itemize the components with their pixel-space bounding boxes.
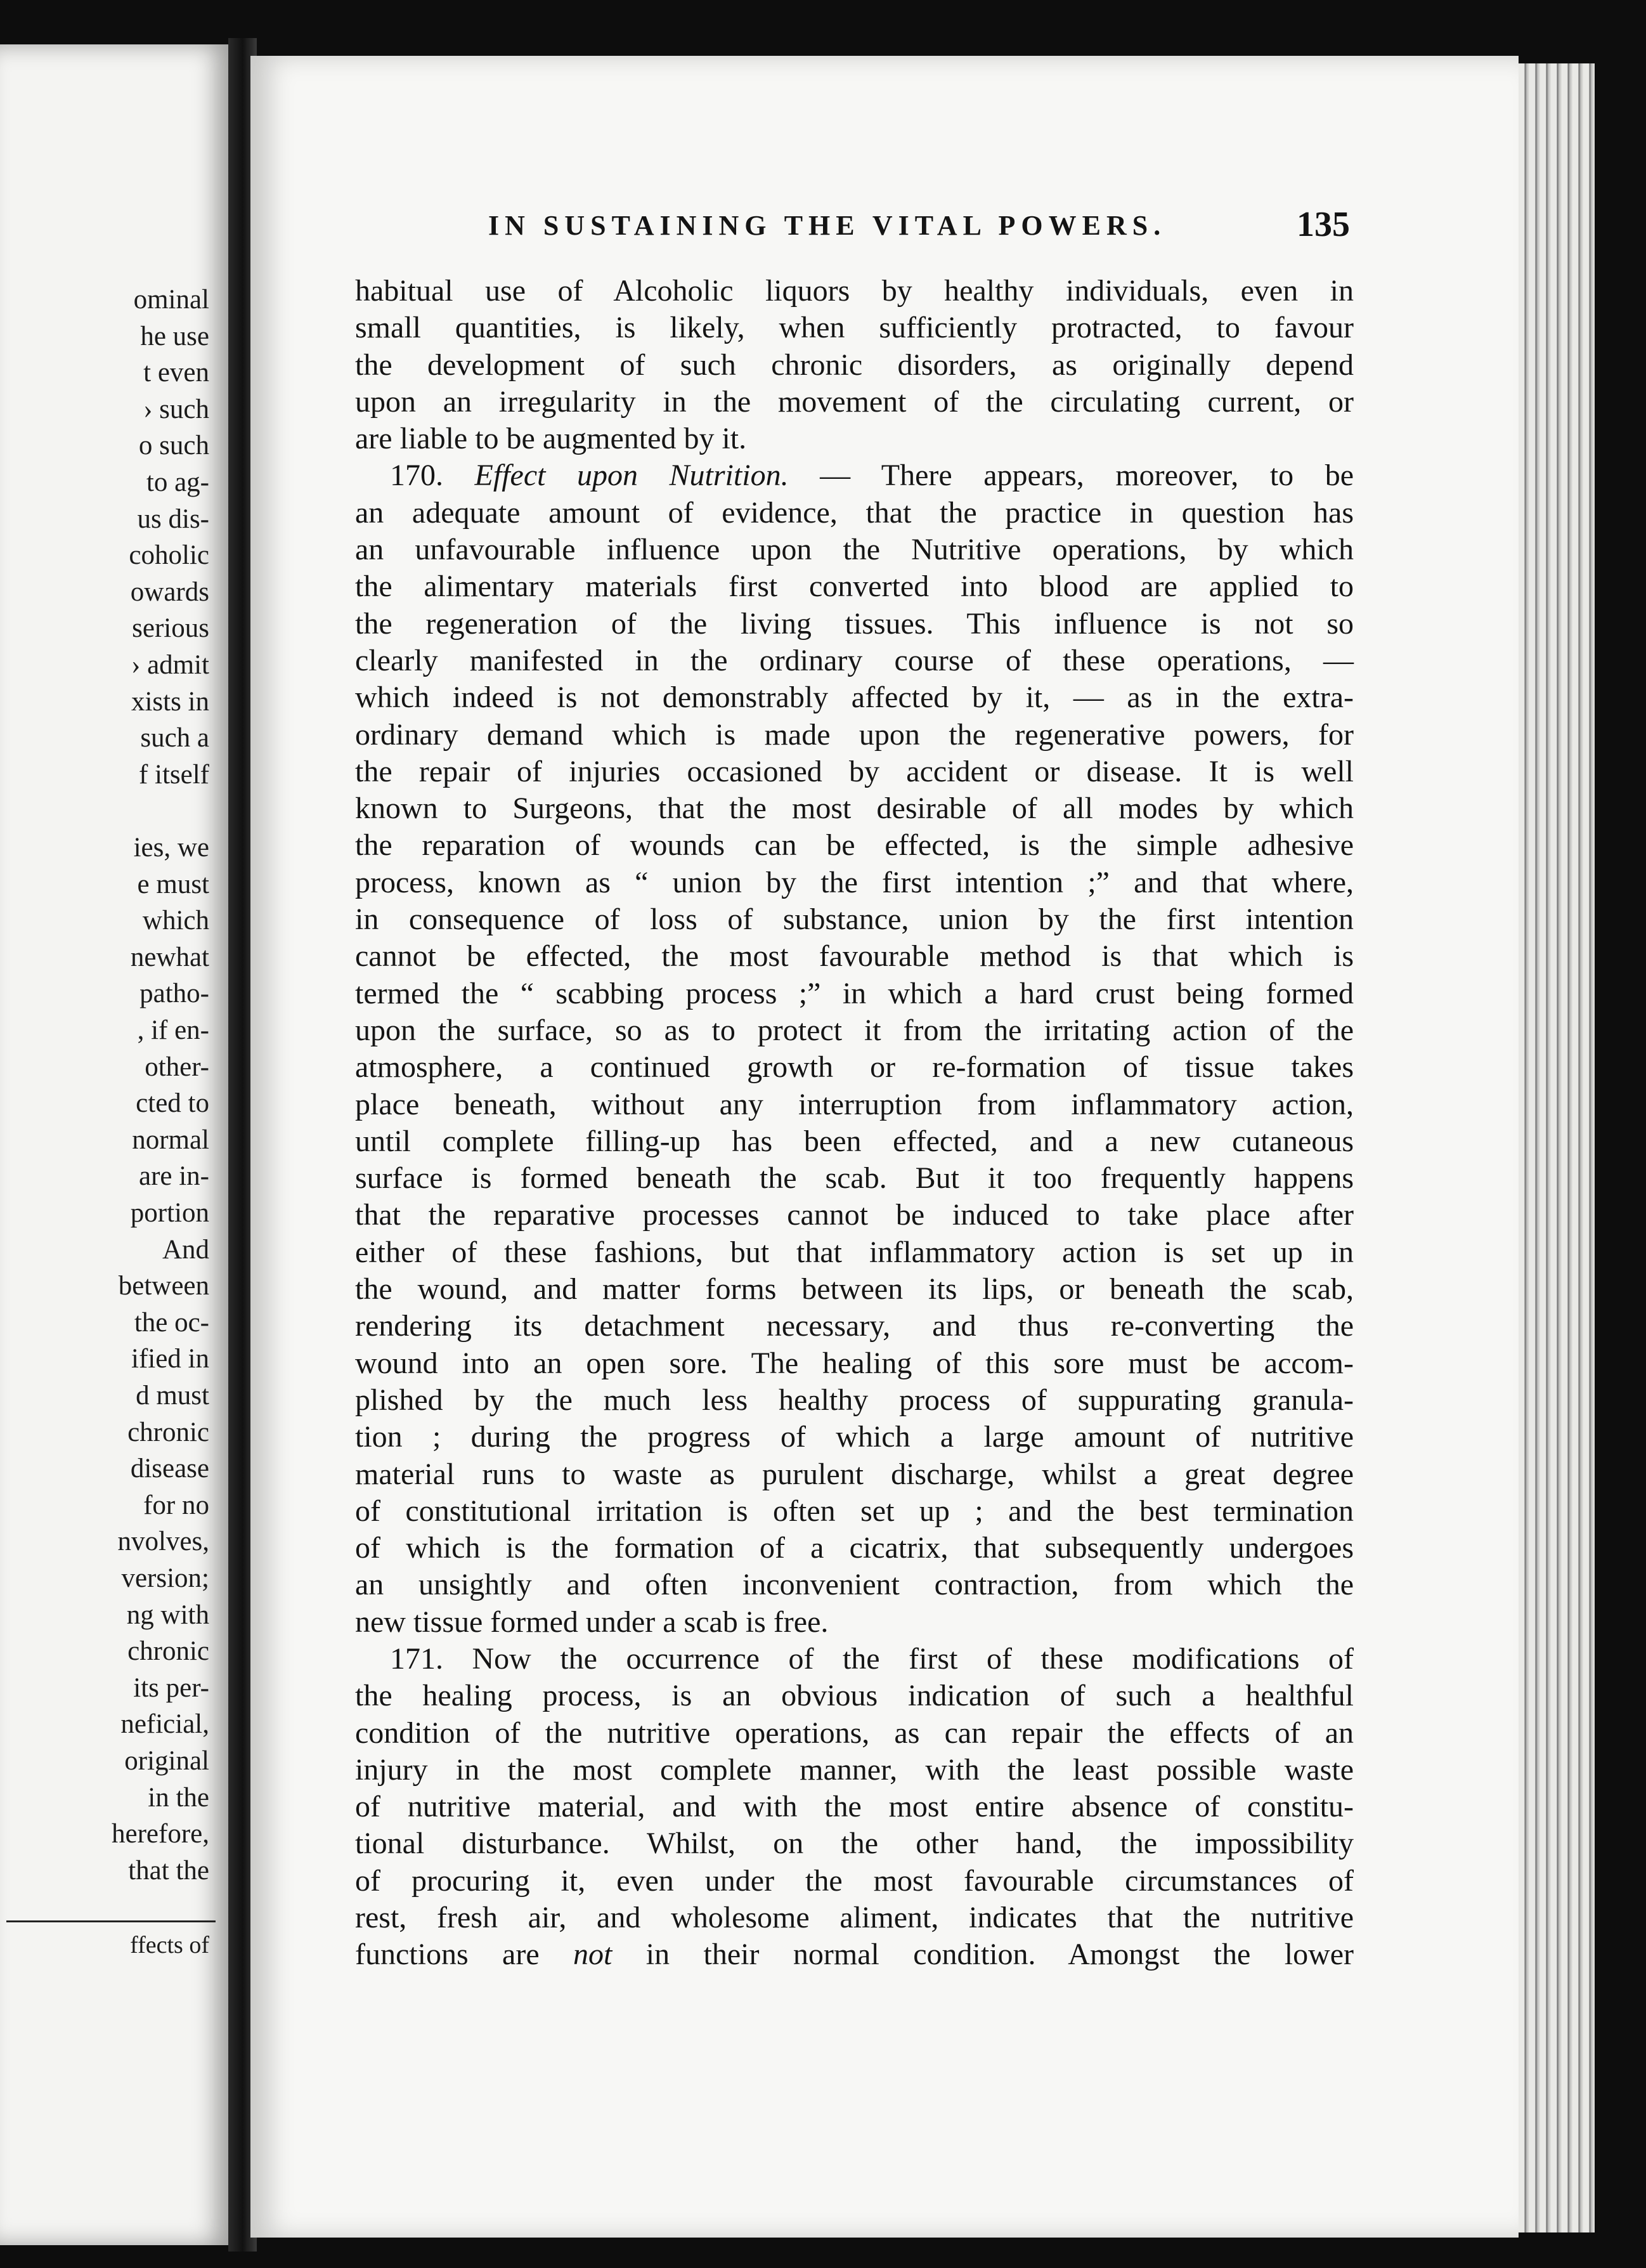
running-header: IN SUSTAINING THE VITAL POWERS. bbox=[488, 210, 1167, 241]
left-page-line: f itself bbox=[138, 759, 209, 790]
text-line: the repair of injuries occasioned by accident or disease. It is well bbox=[355, 754, 1354, 788]
text-line: surface is formed beneath the scab. But it too frequently happens bbox=[355, 1161, 1354, 1196]
left-page-line: in the bbox=[148, 1782, 209, 1813]
text-line: cannot be effected, the most favourable method is that which is bbox=[355, 939, 1354, 974]
text-line: in consequence of loss of substance, union by the first intention bbox=[355, 903, 1354, 937]
text-line: condition of the nutritive operations, as can repair the effects of an bbox=[355, 1716, 1354, 1750]
left-page-line: t even bbox=[143, 358, 209, 388]
text-line: plished by the much less healthy process of suppurating granula- bbox=[355, 1383, 1354, 1417]
left-page-line: between bbox=[118, 1271, 209, 1301]
text-line: tion ; during the progress of which a large amount of nutritive bbox=[355, 1420, 1354, 1454]
text-line: small quantities, is likely, when sufficiently protracted, to favour bbox=[355, 311, 1354, 345]
left-page-line: chronic bbox=[127, 1636, 209, 1667]
text-line: either of these fashions, but that inflammatory action is set up in bbox=[355, 1235, 1354, 1269]
text-line: that the reparative processes cannot be induced to take place after bbox=[355, 1198, 1354, 1232]
left-page-line: cted to bbox=[136, 1088, 209, 1119]
text-line: ordinary demand which is made upon the regenerative powers, for bbox=[355, 717, 1354, 752]
paragraph-170-lines bbox=[355, 495, 1354, 1641]
paragraph-171-last-line bbox=[355, 1936, 1354, 1973]
paragraph-171-lines bbox=[355, 1678, 1354, 1936]
text-line: of procuring it, even under the most favourable circumstances of bbox=[355, 1863, 1354, 1898]
text-line: process, known as “ union by the first intention ;” and that where, bbox=[355, 865, 1354, 899]
left-page-line: its per- bbox=[133, 1672, 209, 1703]
text-line: upon an irregularity in the movement of the circulating current, or bbox=[355, 384, 1354, 419]
left-page-line: chronic bbox=[127, 1417, 209, 1447]
left-page-line: ified in bbox=[131, 1344, 209, 1374]
left-page-line: to ag- bbox=[146, 467, 209, 497]
left-page-line: xists in bbox=[131, 686, 209, 717]
text-line: tional disturbance. Whilst, on the other hand, the impossibility bbox=[355, 1827, 1354, 1861]
paragraph-169-end bbox=[355, 273, 1354, 457]
left-page-line: And bbox=[162, 1234, 209, 1265]
text-line: termed the “ scabbing process ;” in which a hard crust being formed bbox=[355, 976, 1354, 1010]
left-page-line: version; bbox=[121, 1563, 209, 1593]
text-line: the healing process, is an obvious indication of such a healthful bbox=[355, 1679, 1354, 1713]
paragraph-170 bbox=[355, 457, 1354, 1641]
text-line: of nutritive material, and with the most entire absence of constitu- bbox=[355, 1790, 1354, 1824]
left-page-line: d must bbox=[136, 1381, 209, 1411]
left-page-line: disease bbox=[130, 1454, 209, 1484]
text-line: until complete filling-up has been effected, and a new cutaneous bbox=[355, 1124, 1354, 1158]
text-line: upon the surface, so as to protect it from the irritating action of the bbox=[355, 1013, 1354, 1047]
left-page-line: are in- bbox=[138, 1161, 209, 1192]
left-page-line: which bbox=[142, 906, 209, 936]
left-footnote-rule bbox=[6, 1920, 216, 1922]
left-page-line: e must bbox=[137, 869, 209, 899]
body-text bbox=[355, 273, 1354, 1974]
text-line: clearly manifested in the ordinary course of these operations, — bbox=[355, 643, 1354, 677]
text-line: new tissue formed under a scab is free. bbox=[355, 1605, 829, 1639]
paragraph-170-first-line bbox=[355, 457, 1354, 494]
text-line: the wound, and matter forms between its lips, or beneath the scab, bbox=[355, 1272, 1354, 1307]
left-page-line: ies, we bbox=[133, 833, 209, 863]
text-fragment: functions are bbox=[355, 1938, 540, 1972]
left-page-line: › admit bbox=[131, 650, 209, 680]
text-line: material runs to waste as purulent discharge, whilst a great degree bbox=[355, 1457, 1354, 1491]
text-line: rest, fresh air, and wholesome aliment, indicates that the nutritive bbox=[355, 1901, 1354, 1935]
page-number: 135 bbox=[1297, 205, 1350, 244]
text-line: the development of such chronic disorders, as originally depend bbox=[355, 348, 1354, 382]
text-line: an unsightly and often inconvenient contraction, from which the bbox=[355, 1568, 1354, 1602]
text-line: atmosphere, a continued growth or re-formation of tissue takes bbox=[355, 1050, 1354, 1085]
section-runin-title: Effect upon Nutrition. bbox=[474, 459, 789, 493]
emphasis-not: not bbox=[573, 1938, 612, 1972]
text-line: the regeneration of the living tissues. This influence is not so bbox=[355, 606, 1354, 641]
text-line: are liable to be augmented by it. bbox=[355, 422, 747, 456]
left-page-line: o such bbox=[138, 431, 209, 461]
left-page-line: neficial, bbox=[120, 1709, 209, 1740]
text-line: habitual use of Alcoholic liquors by healthy individuals, even in bbox=[355, 274, 1354, 308]
left-page-line: ominal bbox=[133, 285, 209, 315]
left-page-line: the oc- bbox=[134, 1307, 209, 1338]
text-line: an unfavourable influence upon the Nutritive operations, by which bbox=[355, 533, 1354, 567]
text-line: wound into an open sore. The healing of this sore must be accom- bbox=[355, 1346, 1354, 1380]
left-page-line: other- bbox=[145, 1052, 209, 1082]
left-page-line: original bbox=[124, 1746, 209, 1776]
left-page-line: us dis- bbox=[137, 504, 209, 534]
text-line: which indeed is not demonstrably affected by it, — as in the extra- bbox=[355, 681, 1354, 715]
left-page-line: ng with bbox=[126, 1600, 209, 1630]
text-line: known to Surgeons, that the most desirable of all modes by which bbox=[355, 792, 1354, 826]
left-page-line: patho- bbox=[139, 979, 209, 1009]
left-page-line: nvolves, bbox=[117, 1527, 209, 1557]
left-page-line: owards bbox=[130, 577, 209, 607]
text-line: injury in the most complete manner, with the least possible waste bbox=[355, 1752, 1354, 1787]
left-page-line: he use bbox=[140, 321, 209, 351]
left-page-line: normal bbox=[132, 1124, 209, 1155]
left-page-line: portion bbox=[130, 1198, 209, 1228]
left-page-line: , if en- bbox=[137, 1015, 209, 1045]
left-page-line: such a bbox=[140, 723, 209, 753]
paragraph-171 bbox=[355, 1641, 1354, 1974]
paragraph-171-first-line: 171. Now the occurrence of the first of these modifications of bbox=[390, 1641, 1354, 1676]
left-page-line: that the bbox=[128, 1855, 209, 1886]
text-line: — There appears, moreover, to be bbox=[820, 459, 1354, 493]
text-line: an adequate amount of evidence, that the practice in question has bbox=[355, 495, 1354, 530]
left-page-fragment bbox=[0, 44, 231, 2245]
paragraph-number: 170. bbox=[390, 459, 443, 493]
text-line: place beneath, without any interruption from inflammatory action, bbox=[355, 1087, 1354, 1121]
page-edges bbox=[1519, 63, 1595, 2232]
text-line: the reparation of wounds can be effected, is the simple adhesive bbox=[355, 828, 1354, 863]
left-page-line: herefore, bbox=[112, 1819, 209, 1849]
text-fragment: in their normal condition. Amongst the lower bbox=[645, 1938, 1354, 1972]
left-page-line: newhat bbox=[130, 942, 209, 972]
text-line: rendering its detachment necessary, and thus re-converting the bbox=[355, 1309, 1354, 1343]
left-page-line: for no bbox=[143, 1490, 209, 1520]
left-page-line: › such bbox=[143, 394, 209, 424]
text-line: the alimentary materials first converted into blood are applied to bbox=[355, 570, 1354, 604]
left-footnote: ffects of bbox=[130, 1932, 209, 1958]
text-line: of which is the formation of a cicatrix, that subsequently undergoes bbox=[355, 1531, 1354, 1565]
text-line: of constitutional irritation is often set up ; and the best termination bbox=[355, 1494, 1354, 1528]
left-page-line: serious bbox=[132, 613, 209, 644]
left-page-line: coholic bbox=[129, 540, 209, 571]
